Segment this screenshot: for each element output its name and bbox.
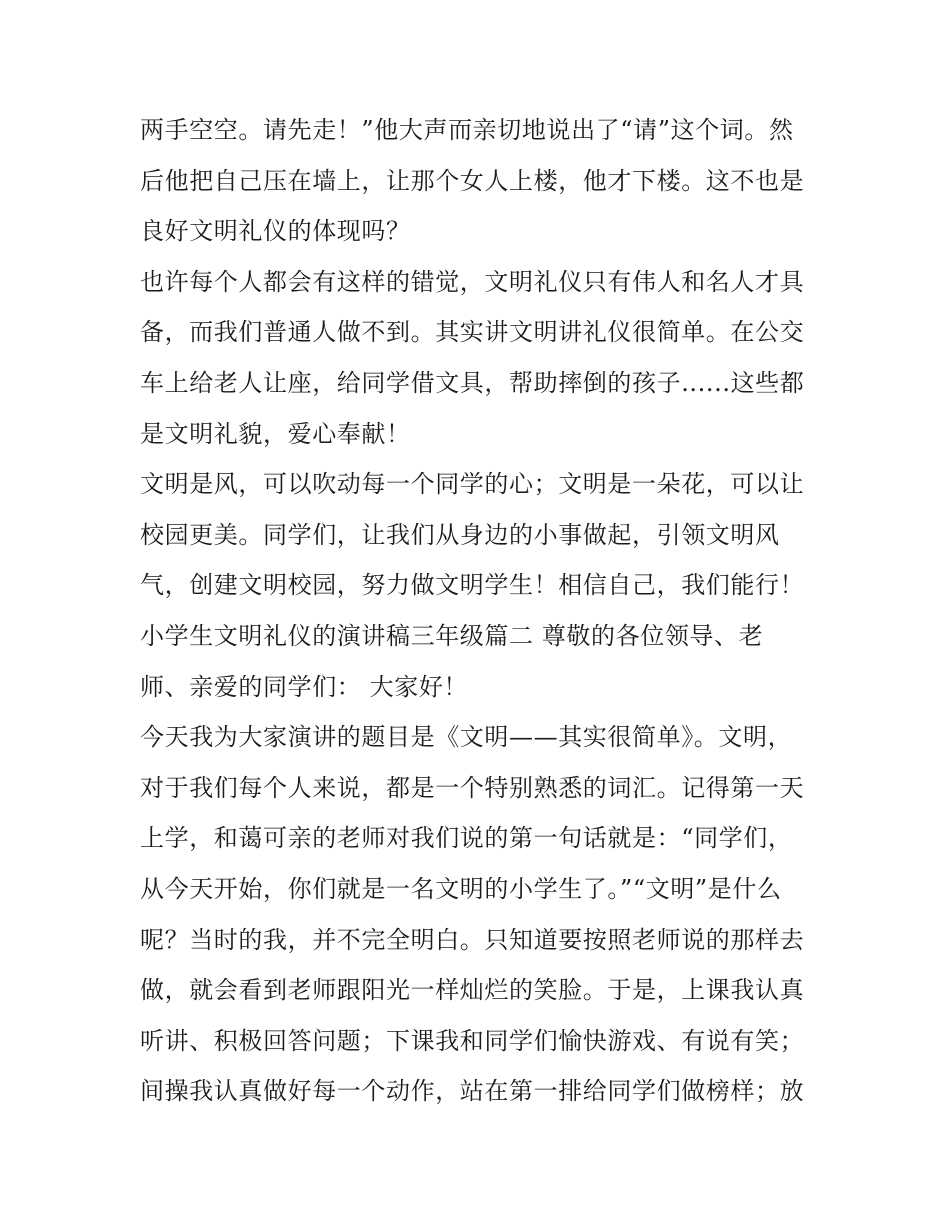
greeting-line: 师、亲爱的同学们： 大家好！ [140, 672, 469, 701]
text-line: 对于我们每个人来说，都是一个特别熟悉的词汇。记得第一天 [140, 773, 805, 802]
text-line: 也许每个人都会有这样的错觉，文明礼仪只有伟人和名人才具 [140, 267, 805, 296]
text-line: 是文明礼貌，爱心奉献！ [140, 419, 411, 448]
text-line: 呢？当时的我，并不完全明白。只知道要按照老师说的那样去 [140, 925, 805, 954]
text-line: 做，就会看到老师跟阳光一样灿烂的笑脸。于是，上课我认真 [140, 976, 805, 1005]
text-line: 从今天开始，你们就是一名文明的小学生了。”“文明”是什么 [140, 874, 782, 903]
text-line: 备，而我们普通人做不到。其实讲文明讲礼仪很简单。在公交 [140, 318, 805, 347]
section-heading-line: 小学生文明礼仪的演讲稿三年级篇二 尊敬的各位领导、老 [140, 621, 764, 650]
text-line: 文明是风，可以吹动每一个同学的心；文明是一朵花，可以让 [140, 470, 805, 499]
text-line: 车上给老人让座，给同学借文具，帮助摔倒的孩子......这些都 [140, 368, 805, 397]
text-line: 上学，和蔼可亲的老师对我们说的第一句话就是：“同学们， [140, 824, 793, 853]
text-line: 两手空空。请先走！”他大声而亲切地说出了“请”这个词。然 [140, 116, 794, 144]
text-line: 后他把自己压在墙上，让那个女人上楼，他才下楼。这不也是 [140, 166, 805, 195]
text-line: 听讲、积极回答问题；下课我和同学们愉快游戏、有说有笑； [140, 1026, 805, 1055]
text-line: 良好文明礼仪的体现吗？ [140, 217, 411, 246]
text-line: 间操我认真做好每一个动作，站在第一排给同学们做榜样；放 [140, 1077, 805, 1106]
text-line: 气，创建文明校园，努力做文明学生！相信自己，我们能行！ [140, 571, 805, 600]
text-line: 今天我为大家演讲的题目是《文明——其实很简单》。文明， [140, 723, 793, 752]
speech-text-body [140, 105, 820, 1117]
text-line: 校园更美。同学们，让我们从身边的小事做起，引领文明风 [140, 520, 780, 549]
